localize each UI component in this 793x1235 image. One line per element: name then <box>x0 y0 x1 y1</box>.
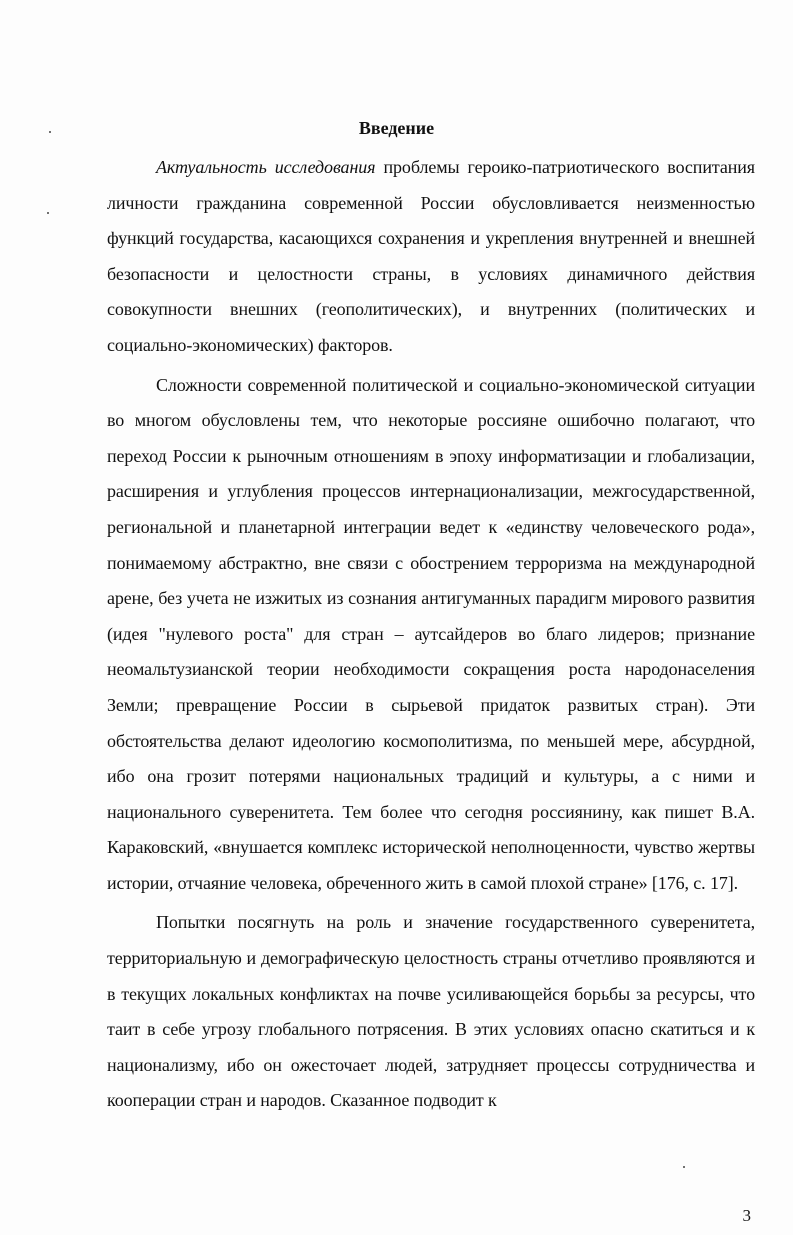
scan-speck <box>49 131 51 133</box>
paragraph-2 <box>107 368 755 902</box>
paragraph-lead: Актуальность исследования <box>156 157 376 177</box>
paragraph-text: Попытки посягнуть на роль и значение государственного суверенитета, территориальную и демографическую целостность страны отчетливо проявляются и в текущих локальных конфликтах на почве усиливающейся борьбы за ресурсы, что таит в себе угрозу глобального потрясения. В этих условиях опасно скатиться и к национализму, ибо он ожесточает людей, затрудняет процессы сотрудничества и кооперации стран и народов. Сказанное подводит к <box>107 912 755 1111</box>
section-heading: Введение <box>358 118 435 138</box>
document-body <box>107 150 755 1119</box>
paragraph-1 <box>107 150 755 364</box>
scan-speck <box>683 1166 685 1168</box>
page-number: 3 <box>742 1206 751 1225</box>
paragraph-text: проблемы героико-патриотического воспитания личности гражданина современной России обусловливается неизменностью функций государства, касающихся сохранения и укрепления внутренней и внешней безопасности и целостности страны, в условиях динамичного действия совокупности внешних (геополитических), и внутренних (политических и социально-экономических) факторов. <box>107 157 755 355</box>
paragraph-3 <box>107 905 755 1119</box>
scan-speck <box>47 212 49 214</box>
paragraph-text: Сложности современной политической и социально-экономической ситуации во многом обусловлены тем, что некоторые россияне ошибочно полагают, что переход России к рыночным отношениям в эпоху информатизации и глобализации, расширения и углубления процессов интернационализации, межгосударственной, региональной и планетарной интеграции ведет к «единству человеческого рода», понимаемому абстрактно, вне связи с обострением терроризма на международной арене, без учета не изжитых из сознания антигуманных парадигм мирового развития (идея "нулевого роста" для стран – аутсайдеров во благо лидеров; признание неомальтузианской теории необходимости сокращения роста народонаселения Земли; превращение России в сырьевой придаток развитых стран). Эти обстоятельства делают идеологию космополитизма, по меньшей мере, абсурдной, ибо она грозит потерями национальных традиций и культуры, а с ними и национального суверенитета. Тем более что сегодня россиянину, как пишет В.А. Караковский, «внушается комплекс исторической неполноценности, чувство жертвы истории, отчаяние человека, обреченного жить в самой плохой стране» [176, с. 17]. <box>107 374 755 893</box>
